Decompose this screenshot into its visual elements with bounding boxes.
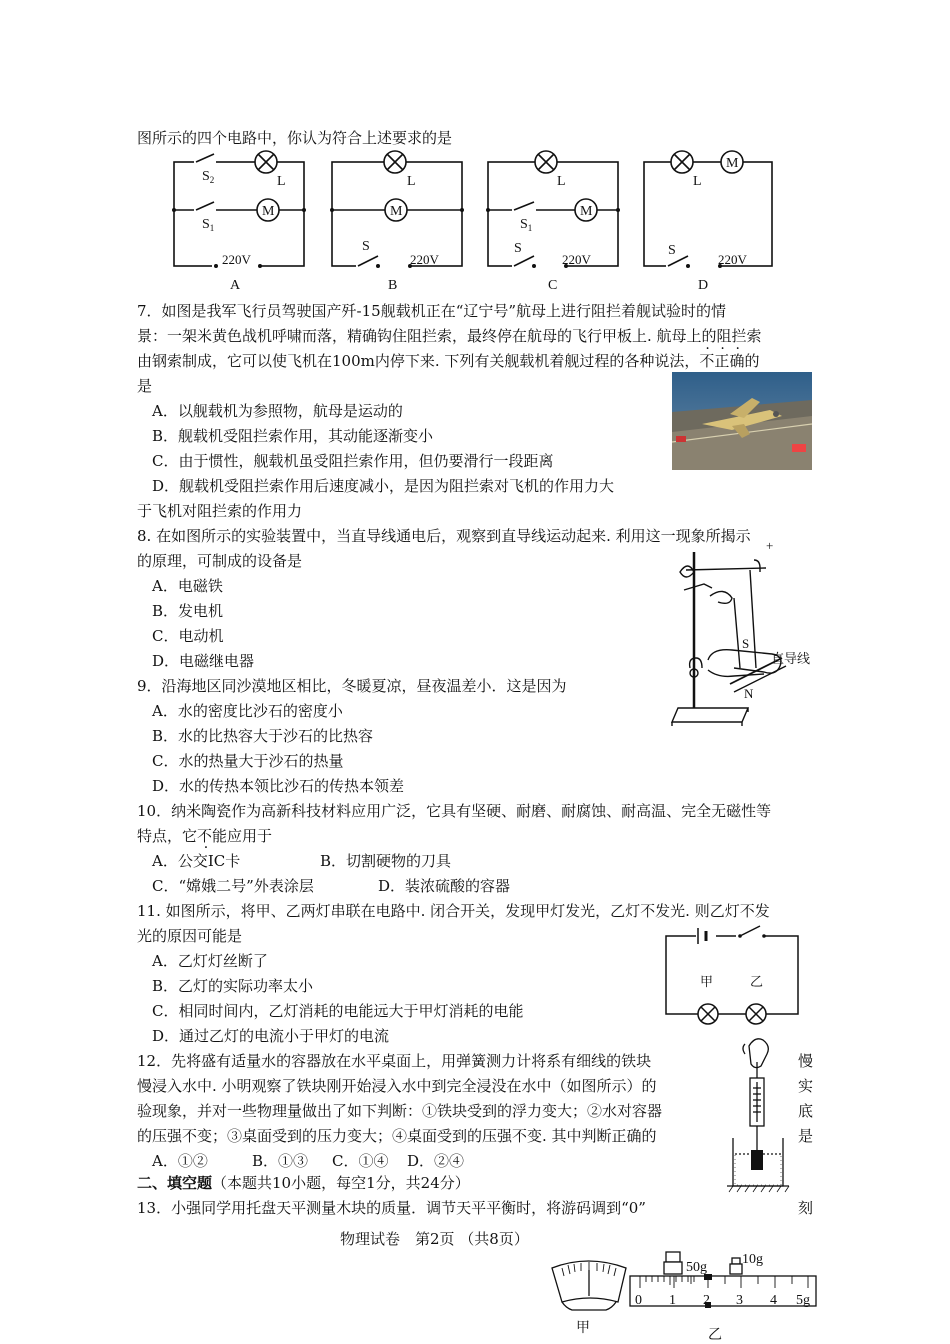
q7-option-a: A．以舰载机为参照物，航母是运动的 bbox=[152, 402, 403, 420]
q12-right-1: 慢 bbox=[798, 1052, 814, 1070]
q11-option-a: A．乙灯灯丝断了 bbox=[152, 952, 268, 970]
circuit-c bbox=[488, 151, 618, 266]
q11-line1: 11. 如图所示，将甲、乙两灯串联在电路中. 闭合开关，发现甲灯发光，乙灯不发光. 则乙灯不发 bbox=[137, 902, 770, 920]
label-s2: $S_2$ bbox=[202, 169, 215, 185]
svg-text:L: L bbox=[277, 174, 286, 189]
q7-line3: 由钢索制成，它可以使飞机在100m内停下来. 下列有关舰载机着舰过程的各种说法，不正确的 bbox=[137, 352, 760, 370]
svg-text:4: 4 bbox=[770, 1293, 777, 1308]
svg-text:M: M bbox=[262, 204, 275, 219]
svg-text:S1: $S_1$ bbox=[202, 217, 215, 233]
q10-line1: 10．纳米陶瓷作为高新科技材料应用广泛，它具有坚硬、耐磨、耐腐蚀、耐高温、完全无磁性等 bbox=[137, 802, 772, 820]
svg-text:1: 1 bbox=[669, 1293, 676, 1308]
balance-rider-scale-figure bbox=[628, 1240, 820, 1344]
q12-line2: 慢浸入水中. 小明观察了铁块刚开始浸入水中到完全浸没在水中（如图所示）的 bbox=[137, 1077, 657, 1095]
section-2-heading: 二、填空题（本题共10小题，每空1分，共24分） bbox=[137, 1174, 470, 1192]
svg-text:50g: 50g bbox=[686, 1260, 707, 1275]
q9-option-b: B．水的比热容大于沙石的比热容 bbox=[152, 727, 374, 745]
q12-line3: 验现象，并对一些物理量做出了如下判断：①铁块受到的浮力变大；②水对容器 bbox=[137, 1102, 663, 1120]
svg-text:3: 3 bbox=[736, 1293, 743, 1308]
q10-option-d: D．装浓硫酸的容器 bbox=[378, 877, 511, 895]
balance-pointer-figure bbox=[548, 1256, 630, 1340]
svg-text:S: S bbox=[742, 636, 750, 651]
q9-option-d: D．水的传热本领比沙石的传热本领差 bbox=[152, 777, 405, 795]
q7-option-d: D．舰载机受阻拦索作用后速度减小，是因为阻拦索对飞机的作用力大 bbox=[152, 477, 615, 495]
svg-text:D: D bbox=[698, 278, 709, 293]
q10-option-c: C．“嫦娥二号”外表涂层 bbox=[152, 877, 314, 895]
svg-text:乙: 乙 bbox=[750, 974, 764, 989]
svg-text:L: L bbox=[693, 174, 702, 189]
q12-line4: 的压强不变；③桌面受到的压力变大；④桌面受到的压强不变. 其中判断正确的 bbox=[137, 1127, 657, 1145]
q10-line2: 特点，它不能应用于 bbox=[137, 827, 273, 845]
circuit-a bbox=[174, 151, 304, 266]
carrier-aircraft-photo bbox=[672, 372, 812, 470]
q12-option-d: D．②④ bbox=[407, 1152, 465, 1170]
q12-option-b: B．①③ bbox=[252, 1152, 309, 1170]
q13-line1: 13．小强同学用托盘天平测量木块的质量．调节天平平衡时，将游码调到“0” bbox=[137, 1199, 646, 1217]
q10-option-a: A．公交IC卡 bbox=[152, 852, 241, 870]
q12-right-4: 是 bbox=[798, 1127, 814, 1145]
q12-right-2: 实 bbox=[798, 1077, 814, 1095]
q8-option-c: C．电动机 bbox=[152, 627, 224, 645]
svg-text:+: + bbox=[766, 540, 774, 553]
svg-text:乙: 乙 bbox=[708, 1328, 722, 1343]
q8-line1: 8. 在如图所示的实验装置中，当直导线通电后，观察到直导线运动起来. 利用这一现象所揭示 bbox=[137, 527, 751, 545]
series-lamps-circuit bbox=[660, 922, 805, 1027]
rider-scale-ticks bbox=[640, 1276, 808, 1288]
svg-text:M: M bbox=[726, 156, 739, 171]
q9-option-c: C．水的热量大于沙石的热量 bbox=[152, 752, 344, 770]
q7-line4: 是 bbox=[137, 377, 153, 395]
q11-option-b: B．乙灯的实际功率太小 bbox=[152, 977, 314, 995]
q8-option-b: B．发电机 bbox=[152, 602, 224, 620]
q11-option-d: D．通过乙灯的电流小于甲灯的电流 bbox=[152, 1027, 390, 1045]
circuit-d bbox=[644, 151, 772, 266]
page-footer: 物理试卷 第2页 （共8页） bbox=[340, 1230, 529, 1248]
q11-line2: 光的原因可能是 bbox=[137, 927, 243, 945]
q10-option-b: B．切割硬物的刀具 bbox=[320, 852, 452, 870]
q13-right: 刻 bbox=[798, 1199, 814, 1217]
svg-text:S: S bbox=[668, 243, 676, 258]
svg-text:B: B bbox=[388, 278, 398, 293]
q7-line1: 7．如图是我军飞行员驾驶国产歼-15舰载机正在“辽宁号”航母上进行阻拦着舰试验时的情 bbox=[137, 302, 727, 320]
q6-intro: 图所示的四个电路中，你认为符合上述要求的是 bbox=[137, 129, 453, 147]
q6-circuits-figure bbox=[160, 148, 790, 298]
svg-text:直导线: 直导线 bbox=[771, 651, 811, 666]
q8-line2: 的原理，可制成的设备是 bbox=[137, 552, 303, 570]
q7-option-b: B．舰载机受阻拦索作用，其动能逐渐变小 bbox=[152, 427, 434, 445]
svg-text:S1: $S_1$ bbox=[520, 217, 533, 233]
svg-text:A: A bbox=[230, 278, 241, 293]
wire-magnet-apparatus bbox=[670, 540, 820, 735]
q12-line1: 12．先将盛有适量水的容器放在水平桌面上，用弹簧测力计将系有细线的铁块 bbox=[137, 1052, 652, 1070]
svg-text:N: N bbox=[744, 686, 754, 701]
svg-text:M: M bbox=[390, 204, 403, 219]
spring-scale-iron-block bbox=[725, 1032, 790, 1200]
svg-text:L: L bbox=[407, 174, 416, 189]
svg-text:2: 2 bbox=[703, 1293, 710, 1308]
svg-text:L: L bbox=[557, 174, 566, 189]
svg-text:0: 0 bbox=[635, 1293, 642, 1308]
svg-text:220V: 220V bbox=[718, 252, 747, 267]
q9-line1: 9．沿海地区同沙漠地区相比，冬暖夏凉，昼夜温差小．这是因为 bbox=[137, 677, 567, 695]
svg-text:10g: 10g bbox=[742, 1252, 763, 1267]
q8-option-d: D．电磁继电器 bbox=[152, 652, 255, 670]
svg-text:220V: 220V bbox=[562, 252, 591, 267]
svg-text:220V: 220V bbox=[410, 252, 439, 267]
svg-text:甲: 甲 bbox=[576, 1321, 590, 1336]
q8-option-a: A．电磁铁 bbox=[152, 577, 223, 595]
svg-text:C: C bbox=[548, 278, 558, 293]
q12-option-c: C．①④ bbox=[332, 1152, 389, 1170]
svg-text:5g: 5g bbox=[796, 1293, 810, 1308]
q9-option-a: A．水的密度比沙石的密度小 bbox=[152, 702, 343, 720]
svg-text:M: M bbox=[580, 204, 593, 219]
svg-text:220V: 220V bbox=[222, 252, 251, 267]
q7-option-c: C．由于惯性，舰载机虽受阻拦索作用，但仍要滑行一段距离 bbox=[152, 452, 554, 470]
q7-line2: 景：一架米黄色战机呼啸而落，精确钩住阻拦索，最终停在航母的飞行甲板上. 航母上的阻拦索 bbox=[137, 327, 762, 345]
q7-option-d-cont: 于飞机对阻拦索的作用力 bbox=[137, 502, 303, 520]
q12-right-3: 底 bbox=[798, 1102, 814, 1120]
q12-option-a: A．①② bbox=[152, 1152, 208, 1170]
q11-option-c: C．相同时间内，乙灯消耗的电能远大于甲灯消耗的电能 bbox=[152, 1002, 524, 1020]
svg-text:甲: 甲 bbox=[700, 974, 714, 989]
svg-text:S: S bbox=[514, 241, 522, 256]
svg-text:S: S bbox=[362, 239, 370, 254]
